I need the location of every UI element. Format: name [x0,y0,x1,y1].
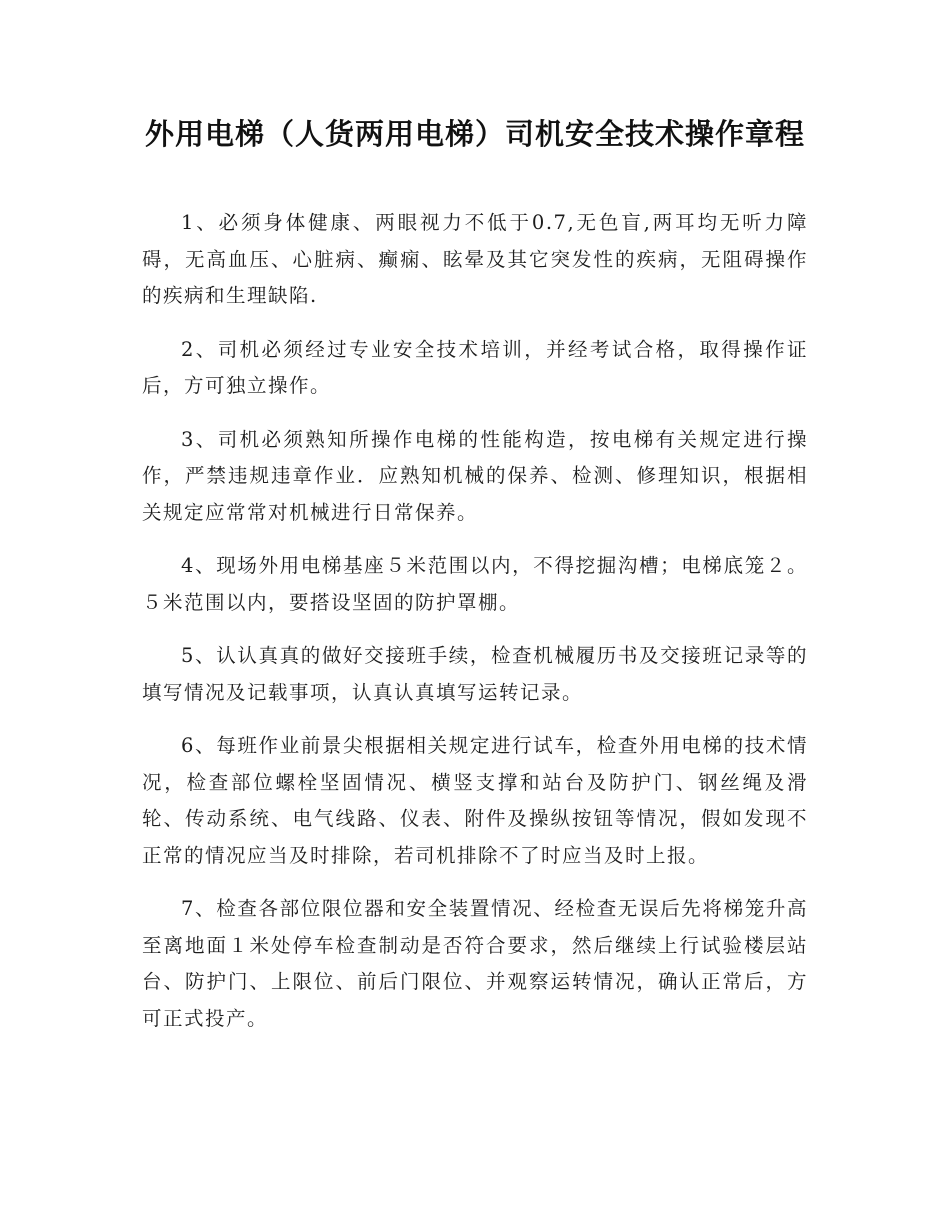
paragraph-6: 6、每班作业前景尖根据相关规定进行试车，检查外用电梯的技术情况，检查部位螺栓坚固情况、横竖支撑和站台及防护门、钢丝绳及滑轮、传动系统、电气线路、仪表、附件及操纵按钮等情况，假如发现不正常的情况应当及时排除，若司机排除不了时应当及时上报。 [142,734,808,867]
paragraph-5: 5、认认真真的做好交接班手续，检查机械履历书及交接班记录等的填写情况及记载事项，认真认真填写运转记录。 [142,644,808,704]
paragraph-4: 4、现场外用电梯基座５米范围以内，不得挖掘沟槽；电梯底笼２。５米范围以内，要搭设坚固的防护罩棚。 [142,554,808,614]
paragraph-1: 1、必须身体健康、两眼视力不低于0.7,无色盲,两耳均无听力障碍，无高血压、心脏病、癫痫、眩晕及其它突发性的疾病，无阻碍操作的疾病和生理缺陷. [142,211,808,307]
document-body [142,205,808,1054]
paragraph-7: 7、检查各部位限位器和安全装置情况、经检查无误后先将梯笼升高至离地面１米处停车检查制动是否符合要求，然后继续上行试验楼层站台、防护门、上限位、前后门限位、并观察运转情况，确认正常后，方可正式投产。 [142,897,808,1030]
document-title: 外用电梯（人货两用电梯）司机安全技术操作章程 [144,117,805,151]
paragraph-2: 2、司机必须经过专业安全技术培训，并经考试合格，取得操作证后，方可独立操作。 [142,337,808,397]
paragraph-3: 3、司机必须熟知所操作电梯的性能构造，按电梯有关规定进行操作，严禁违规违章作业．应熟知机械的保养、检测、修理知识，根据相关规定应常常对机械进行日常保养。 [142,427,808,524]
